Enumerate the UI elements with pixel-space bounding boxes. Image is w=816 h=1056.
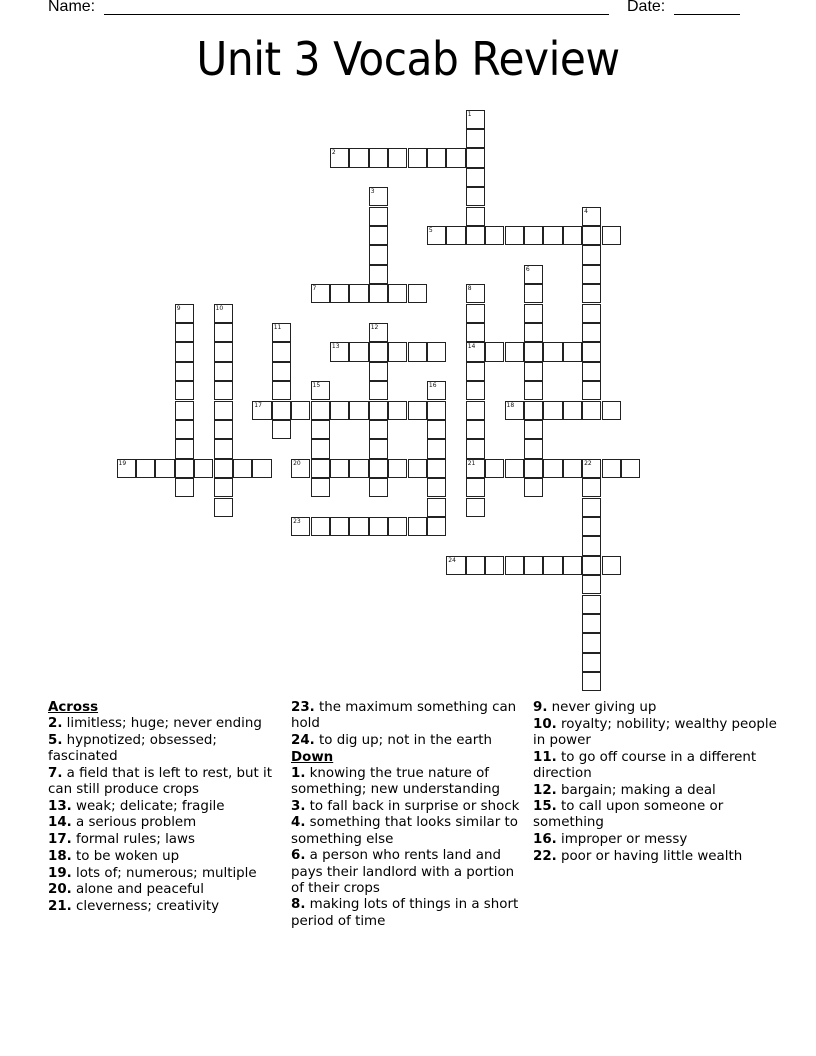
grid-cell[interactable] — [369, 148, 388, 167]
grid-cell[interactable] — [582, 614, 601, 633]
grid-cell[interactable] — [214, 478, 233, 497]
grid-cell[interactable] — [427, 148, 446, 167]
clue-number: 2 — [331, 149, 336, 157]
grid-cell[interactable] — [330, 459, 349, 478]
grid-cell[interactable] — [485, 342, 504, 361]
grid-cell[interactable] — [524, 265, 543, 284]
across-clue — [291, 733, 526, 749]
clue-text: to call upon someone or something — [533, 799, 724, 831]
grid-cell[interactable] — [582, 245, 601, 264]
clue-number-label: 12. — [533, 782, 557, 798]
grid-cell[interactable] — [582, 478, 601, 497]
clue-number: 1 — [467, 110, 472, 118]
clue-text: a serious problem — [71, 815, 197, 831]
grid-cell[interactable] — [602, 459, 621, 478]
down-clue — [533, 750, 778, 782]
grid-cell[interactable] — [408, 342, 427, 361]
grid-cell[interactable] — [311, 459, 330, 478]
grid-cell[interactable] — [369, 478, 388, 497]
grid-cell[interactable] — [466, 362, 485, 381]
grid-cell[interactable] — [466, 323, 485, 342]
grid-cell[interactable] — [330, 342, 349, 361]
clue-number: 16 — [428, 382, 437, 390]
grid-cell[interactable] — [175, 459, 194, 478]
grid-cell[interactable] — [214, 498, 233, 517]
across-heading: Across — [48, 700, 99, 715]
grid-cell[interactable] — [427, 478, 446, 497]
grid-cell[interactable] — [582, 459, 601, 478]
grid-cell[interactable] — [582, 304, 601, 323]
date-label: Date: — [627, 0, 666, 15]
grid-cell[interactable] — [466, 284, 485, 303]
clue-number: 3 — [370, 188, 375, 196]
grid-cell[interactable] — [563, 459, 582, 478]
grid-cell[interactable] — [466, 304, 485, 323]
across-clue — [48, 799, 283, 815]
down-clue — [291, 799, 526, 815]
grid-cell[interactable] — [369, 187, 388, 206]
grid-cell[interactable] — [466, 401, 485, 420]
grid-cell[interactable] — [582, 284, 601, 303]
grid-cell[interactable] — [602, 226, 621, 245]
clue-number: 20 — [293, 459, 301, 467]
grid-cell[interactable] — [466, 148, 485, 167]
clue-number: 11 — [273, 323, 282, 331]
clue-number: 9 — [176, 304, 181, 312]
grid-cell[interactable] — [582, 342, 601, 361]
name-label: Name: — [48, 0, 96, 15]
grid-cell[interactable] — [272, 362, 291, 381]
grid-cell[interactable] — [563, 226, 582, 245]
clue-number-label: 16. — [533, 832, 557, 848]
clue-number-label: 2. — [48, 716, 63, 732]
grid-cell[interactable] — [349, 517, 368, 536]
clue-text: weak; delicate; fragile — [71, 798, 225, 814]
grid-cell[interactable] — [272, 401, 291, 420]
across-clue — [48, 716, 283, 732]
page-title: Unit 3 Vocab Review — [196, 32, 620, 86]
grid-cell[interactable] — [175, 362, 194, 381]
grid-cell[interactable] — [214, 381, 233, 400]
clue-text: to go off course in a different direction — [533, 749, 757, 781]
clues-column-1 — [48, 700, 283, 916]
clue-number-label: 23. — [291, 700, 315, 715]
across-clue — [291, 700, 526, 732]
grid-cell[interactable] — [602, 401, 621, 420]
grid-cell[interactable] — [233, 459, 252, 478]
clue-number-label: 4. — [291, 815, 306, 831]
grid-cell[interactable] — [524, 439, 543, 458]
clue-number-label: 7. — [48, 765, 63, 781]
grid-cell[interactable] — [214, 401, 233, 420]
grid-cell[interactable] — [427, 342, 446, 361]
clue-number: 13 — [331, 343, 340, 351]
grid-cell[interactable] — [214, 420, 233, 439]
clue-text: bargain; making a deal — [556, 782, 716, 798]
grid-cell[interactable] — [272, 323, 291, 342]
grid-cell[interactable] — [446, 148, 465, 167]
grid-cell[interactable] — [446, 226, 465, 245]
clue-text: to be woken up — [71, 848, 180, 864]
grid-cell[interactable] — [582, 517, 601, 536]
clue-number: 7 — [312, 285, 317, 293]
grid-cell[interactable] — [582, 595, 601, 614]
grid-cell[interactable] — [582, 633, 601, 652]
grid-cell[interactable] — [427, 498, 446, 517]
clue-number: 17 — [254, 401, 262, 409]
across-clue — [48, 832, 283, 848]
grid-cell[interactable] — [330, 401, 349, 420]
clue-number: 10 — [215, 304, 224, 312]
grid-cell[interactable] — [175, 401, 194, 420]
grid-cell[interactable] — [369, 459, 388, 478]
down-clue — [533, 700, 778, 716]
grid-cell[interactable] — [408, 148, 427, 167]
grid-cell[interactable] — [621, 459, 640, 478]
grid-cell[interactable] — [427, 517, 446, 536]
grid-cell[interactable] — [388, 401, 407, 420]
down-clue — [533, 717, 778, 749]
grid-cell[interactable] — [427, 401, 446, 420]
grid-cell[interactable] — [388, 517, 407, 536]
grid-cell[interactable] — [543, 459, 562, 478]
grid-cell[interactable] — [485, 556, 504, 575]
grid-cell[interactable] — [291, 517, 310, 536]
grid-cell[interactable] — [582, 536, 601, 555]
down-clue — [291, 848, 526, 897]
down-clue — [533, 799, 778, 831]
grid-cell[interactable] — [175, 381, 194, 400]
grid-cell[interactable] — [311, 401, 330, 420]
clue-text: something that looks similar to something else — [291, 815, 518, 847]
grid-cell[interactable] — [466, 478, 485, 497]
grid-cell[interactable] — [408, 517, 427, 536]
clue-text: improper or messy — [556, 832, 688, 848]
grid-cell[interactable] — [369, 517, 388, 536]
clue-text: royalty; nobility; wealthy people in power — [533, 716, 777, 748]
grid-cell[interactable] — [369, 323, 388, 342]
grid-cell[interactable] — [524, 284, 543, 303]
clue-number-label: 5. — [48, 732, 63, 748]
grid-cell[interactable] — [175, 420, 194, 439]
clue-number-label: 6. — [291, 848, 306, 864]
grid-cell[interactable] — [117, 459, 136, 478]
across-clue — [48, 899, 283, 915]
clue-text: making lots of things in a short period of time — [291, 897, 519, 929]
grid-cell[interactable] — [214, 323, 233, 342]
grid-cell[interactable] — [466, 226, 485, 245]
grid-cell[interactable] — [330, 284, 349, 303]
grid-cell[interactable] — [582, 226, 601, 245]
grid-cell[interactable] — [485, 459, 504, 478]
grid-cell[interactable] — [369, 342, 388, 361]
grid-cell[interactable] — [427, 381, 446, 400]
clue-number-label: 11. — [533, 749, 557, 765]
grid-cell[interactable] — [291, 401, 310, 420]
grid-cell[interactable] — [543, 226, 562, 245]
across-clue — [48, 815, 283, 831]
grid-cell[interactable] — [349, 148, 368, 167]
clue-number-label: 24. — [291, 732, 315, 748]
grid-cell[interactable] — [582, 207, 601, 226]
clue-number-label: 8. — [291, 897, 306, 913]
grid-cell[interactable] — [388, 148, 407, 167]
grid-cell[interactable] — [466, 459, 485, 478]
clue-text: the maximum something can hold — [291, 700, 517, 732]
grid-cell[interactable] — [505, 401, 524, 420]
grid-cell[interactable] — [582, 265, 601, 284]
clue-number-label: 14. — [48, 815, 72, 831]
grid-cell[interactable] — [466, 207, 485, 226]
grid-cell[interactable] — [369, 362, 388, 381]
grid-cell[interactable] — [524, 459, 543, 478]
grid-cell[interactable] — [311, 439, 330, 458]
grid-cell[interactable] — [311, 381, 330, 400]
grid-cell[interactable] — [388, 459, 407, 478]
grid-cell[interactable] — [563, 401, 582, 420]
grid-cell[interactable] — [505, 459, 524, 478]
grid-cell[interactable] — [214, 459, 233, 478]
grid-cell[interactable] — [582, 498, 601, 517]
clue-number-label: 10. — [533, 716, 557, 732]
grid-cell[interactable] — [388, 342, 407, 361]
across-clue — [48, 882, 283, 898]
down-clue — [533, 783, 778, 799]
grid-cell[interactable] — [582, 556, 601, 575]
grid-cell[interactable] — [582, 575, 601, 594]
grid-cell[interactable] — [505, 342, 524, 361]
grid-cell[interactable] — [466, 129, 485, 148]
grid-cell[interactable] — [466, 556, 485, 575]
clue-text: to dig up; not in the earth — [314, 732, 492, 748]
clue-number-label: 19. — [48, 865, 72, 881]
grid-cell[interactable] — [349, 342, 368, 361]
clue-number-label: 1. — [291, 765, 306, 781]
grid-cell[interactable] — [175, 304, 194, 323]
grid-cell[interactable] — [524, 323, 543, 342]
grid-cell[interactable] — [311, 517, 330, 536]
grid-cell[interactable] — [427, 226, 446, 245]
grid-cell[interactable] — [505, 226, 524, 245]
clue-number: 4 — [584, 207, 588, 215]
grid-cell[interactable] — [466, 498, 485, 517]
grid-cell[interactable] — [175, 342, 194, 361]
grid-cell[interactable] — [466, 110, 485, 129]
grid-cell[interactable] — [427, 459, 446, 478]
clue-text: a person who rents land and pays their landlord with a portion of their crops — [291, 848, 515, 896]
grid-cell[interactable] — [175, 323, 194, 342]
clue-number: 18 — [506, 401, 515, 409]
grid-cell[interactable] — [563, 342, 582, 361]
across-clue — [48, 766, 283, 798]
grid-cell[interactable] — [311, 478, 330, 497]
grid-cell[interactable] — [214, 342, 233, 361]
grid-cell[interactable] — [466, 381, 485, 400]
name-field[interactable] — [104, 14, 609, 15]
clue-number: 22 — [584, 459, 592, 467]
grid-cell[interactable] — [175, 478, 194, 497]
clue-number-label: 20. — [48, 882, 72, 898]
grid-cell[interactable] — [505, 556, 524, 575]
grid-cell[interactable] — [408, 284, 427, 303]
clue-text: formal rules; laws — [71, 832, 195, 848]
grid-cell[interactable] — [427, 420, 446, 439]
crossword-grid — [117, 110, 647, 695]
clues-column-3 — [533, 700, 778, 866]
grid-cell[interactable] — [369, 420, 388, 439]
clue-number-label: 9. — [533, 700, 548, 715]
grid-cell[interactable] — [466, 187, 485, 206]
clue-number-label: 15. — [533, 799, 557, 815]
grid-cell[interactable] — [582, 672, 601, 691]
grid-cell[interactable] — [349, 401, 368, 420]
grid-cell[interactable] — [543, 556, 562, 575]
grid-cell[interactable] — [524, 304, 543, 323]
clue-text: a field that is left to rest, but it can still produce crops — [48, 765, 272, 798]
clue-number: 14 — [467, 343, 476, 351]
grid-cell[interactable] — [408, 459, 427, 478]
grid-cell[interactable] — [524, 342, 543, 361]
grid-cell[interactable] — [524, 478, 543, 497]
clue-text: knowing the true nature of something; new understanding — [291, 765, 500, 798]
grid-cell[interactable] — [582, 323, 601, 342]
clue-number-label: 3. — [291, 798, 306, 814]
down-heading: Down — [291, 749, 334, 765]
grid-cell[interactable] — [466, 420, 485, 439]
clue-number: 19 — [118, 459, 127, 467]
grid-cell[interactable] — [582, 381, 601, 400]
grid-cell[interactable] — [214, 304, 233, 323]
down-clue — [291, 766, 526, 798]
down-clue — [533, 849, 778, 865]
grid-cell[interactable] — [369, 381, 388, 400]
grid-cell[interactable] — [485, 226, 504, 245]
grid-cell[interactable] — [369, 207, 388, 226]
grid-cell[interactable] — [369, 439, 388, 458]
grid-cell[interactable] — [524, 362, 543, 381]
grid-cell[interactable] — [582, 653, 601, 672]
down-clue — [291, 897, 526, 929]
clue-number: 5 — [428, 226, 433, 234]
clue-text: to fall back in surprise or shock — [305, 798, 520, 814]
across-clue — [48, 849, 283, 865]
grid-cell[interactable] — [369, 226, 388, 245]
clue-number: 12 — [370, 323, 379, 331]
clue-number-label: 18. — [48, 848, 72, 864]
grid-cell[interactable] — [311, 284, 330, 303]
grid-cell[interactable] — [291, 459, 310, 478]
grid-cell[interactable] — [252, 401, 271, 420]
clue-number-label: 21. — [48, 898, 72, 914]
grid-cell[interactable] — [524, 226, 543, 245]
grid-cell[interactable] — [349, 459, 368, 478]
grid-cell[interactable] — [524, 401, 543, 420]
date-field[interactable] — [674, 14, 740, 15]
grid-cell[interactable] — [602, 556, 621, 575]
clue-number: 8 — [467, 285, 472, 293]
grid-cell[interactable] — [175, 439, 194, 458]
grid-cell[interactable] — [408, 401, 427, 420]
grid-cell[interactable] — [524, 381, 543, 400]
clue-number: 15 — [312, 382, 321, 390]
clue-text: hypnotized; obsessed; fascinated — [48, 732, 217, 765]
clue-number: 6 — [525, 265, 530, 273]
grid-cell[interactable] — [369, 284, 388, 303]
clue-number-label: 17. — [48, 832, 72, 848]
clue-text: never giving up — [547, 700, 657, 715]
grid-cell[interactable] — [330, 148, 349, 167]
across-clue — [48, 866, 283, 882]
clue-text: lots of; numerous; multiple — [71, 865, 257, 881]
clue-text: alone and peaceful — [71, 882, 205, 898]
grid-cell[interactable] — [524, 420, 543, 439]
grid-cell[interactable] — [214, 439, 233, 458]
grid-cell[interactable] — [369, 265, 388, 284]
grid-cell[interactable] — [388, 284, 407, 303]
grid-cell[interactable] — [252, 459, 271, 478]
grid-cell[interactable] — [349, 284, 368, 303]
grid-cell[interactable] — [466, 342, 485, 361]
grid-cell[interactable] — [466, 168, 485, 187]
grid-cell[interactable] — [369, 401, 388, 420]
grid-cell[interactable] — [524, 556, 543, 575]
down-clue — [291, 815, 526, 847]
grid-cell[interactable] — [582, 401, 601, 420]
across-clue — [48, 733, 283, 765]
grid-cell[interactable] — [427, 439, 446, 458]
grid-cell[interactable] — [214, 362, 233, 381]
clue-text: limitless; huge; never ending — [62, 716, 262, 732]
grid-cell[interactable] — [272, 342, 291, 361]
clue-text: poor or having little wealth — [556, 848, 743, 864]
clue-number-label: 13. — [48, 798, 72, 814]
clue-number: 21 — [467, 459, 476, 467]
clue-number-label: 22. — [533, 848, 557, 864]
grid-cell[interactable] — [543, 401, 562, 420]
grid-cell[interactable] — [369, 245, 388, 264]
clue-number: 23 — [293, 517, 301, 525]
down-clue — [533, 832, 778, 848]
grid-cell[interactable] — [311, 420, 330, 439]
clues-column-2 — [291, 700, 526, 930]
clue-number: 24 — [448, 556, 456, 564]
grid-cell[interactable] — [136, 459, 155, 478]
grid-cell[interactable] — [466, 439, 485, 458]
grid-cell[interactable] — [155, 459, 174, 478]
grid-cell[interactable] — [543, 342, 562, 361]
grid-cell[interactable] — [272, 381, 291, 400]
grid-cell[interactable] — [194, 459, 213, 478]
grid-cell[interactable] — [330, 517, 349, 536]
grid-cell[interactable] — [446, 556, 465, 575]
clue-text: cleverness; creativity — [71, 898, 219, 914]
grid-cell[interactable] — [582, 362, 601, 381]
grid-cell[interactable] — [272, 420, 291, 439]
grid-cell[interactable] — [563, 556, 582, 575]
